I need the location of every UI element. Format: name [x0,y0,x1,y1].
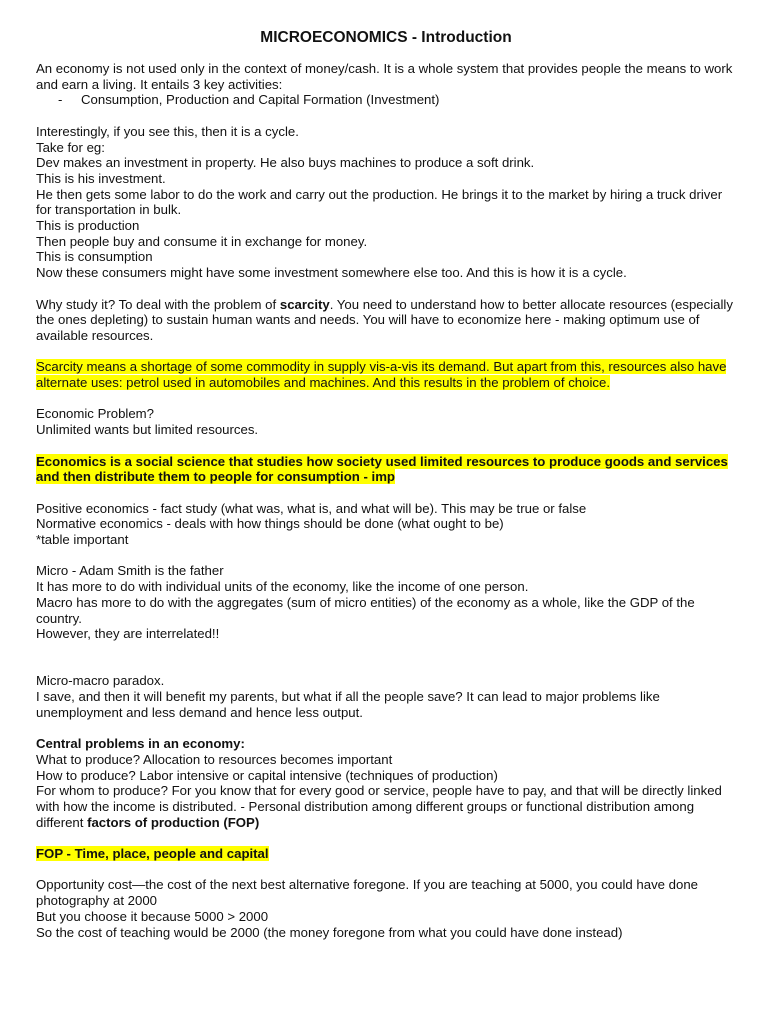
normative-economics: Normative economics - deals with how things should be done (what ought to be) [36,516,504,532]
why-study-paragraph [36,297,736,344]
macro-description: Macro has more to do with the aggregates (sum of micro entities) of the economy as a whole, like the GDP of the country. [36,594,695,626]
paradox-title: Micro-macro paradox. [36,673,165,689]
interrelated-note: However, they are interrelated!! [36,626,220,642]
cycle-line: Then people buy and consume it in exchange for money. [36,233,368,249]
cycle-line: Take for eg: [36,139,105,155]
central-problems-heading [36,736,736,752]
for-whom-text: For whom to produce? For you know that for every good or service, people have to pay, and that will be directly linked with how the income is distributed. - Personal distribution among different groups or functional distribution among different [36,783,722,830]
bullet-dash: - [58,92,63,108]
cycle-line: Now these consumers might have some investment somewhere else too. And this is how it is a cycle. [36,265,627,281]
activities-bullet [36,92,736,108]
central-heading-text: Central problems in an economy: [36,736,245,752]
scarcity-highlight: Scarcity means a shortage of some commodity in supply vis-a-vis its demand. But apart from this, resources also have alternate uses: petrol used in automobiles and machines. And this results in the problem of choice. [36,359,727,391]
economic-problem-answer: Unlimited wants but limited resources. [36,422,259,438]
fop-highlight: FOP - Time, place, people and capital [36,846,269,861]
how-to-produce: How to produce? Labor intensive or capital intensive (techniques of production) [36,767,498,783]
document-page [36,28,736,940]
intro-paragraph: An economy is not used only in the context of money/cash. It is a whole system that provides people the means to work and earn a living. It entails 3 key activities: [36,61,733,92]
economic-problem-question: Economic Problem? [36,406,155,422]
cycle-line: This is consumption [36,249,153,265]
for-whom-paragraph [36,783,736,830]
cycle-line: He then gets some labor to do the work and carry out the production. He brings it to the market by hiring a truck driver for transportation in bulk. [36,186,723,218]
micro-father: Micro - Adam Smith is the father [36,563,224,579]
why-text-rest: . You need to understand how to better allocate resources (especially the ones depleting) to sustain human wants and needs. You will have to economize here - making optimum use of available resources. [36,296,733,343]
why-text: Why study it? To deal with the problem of [36,296,280,312]
positive-economics: Positive economics - fact study (what was, what is, and what will be). This may be true or false [36,500,587,516]
definition-paragraph [36,454,736,485]
fop-term: factors of production (FOP) [87,814,260,830]
cycle-line: This is production [36,218,140,234]
page-title: MICROECONOMICS - Introduction [260,29,512,46]
cycle-line: Dev makes an investment in property. He also buys machines to produce a soft drink. [36,155,535,171]
micro-description: It has more to do with individual units of the economy, like the income of one person. [36,579,529,595]
cycle-line: Interestingly, if you see this, then it is a cycle. [36,123,299,139]
scarcity-term: scarcity [279,296,330,312]
paradox-text: I save, and then it will benefit my parents, but what if all the people save? It can lead to major problems like unemployment and less demand and hence less output. [36,689,660,720]
scarcity-paragraph [36,359,736,390]
cycle-line: This is his investment. [36,170,166,186]
fop-paragraph [36,846,736,862]
definition-highlight: Economics is a social science that studies how society used limited resources to produce goods and services and then distribute them to people for consumption - imp [36,453,728,485]
opportunity-cost-line: So the cost of teaching would be 2000 (the money foregone from what you could have done instead) [36,924,623,940]
opportunity-cost-line: Opportunity cost—the cost of the next best alternative foregone. If you are teaching at 5000, you could have done photography at 2000 [36,877,698,909]
table-note: *table important [36,532,129,547]
bullet-text: Consumption, Production and Capital Formation (Investment) [81,92,440,108]
what-to-produce: What to produce? Allocation to resources becomes important [36,751,393,767]
opportunity-cost-line: But you choose it because 5000 > 2000 [36,908,269,924]
